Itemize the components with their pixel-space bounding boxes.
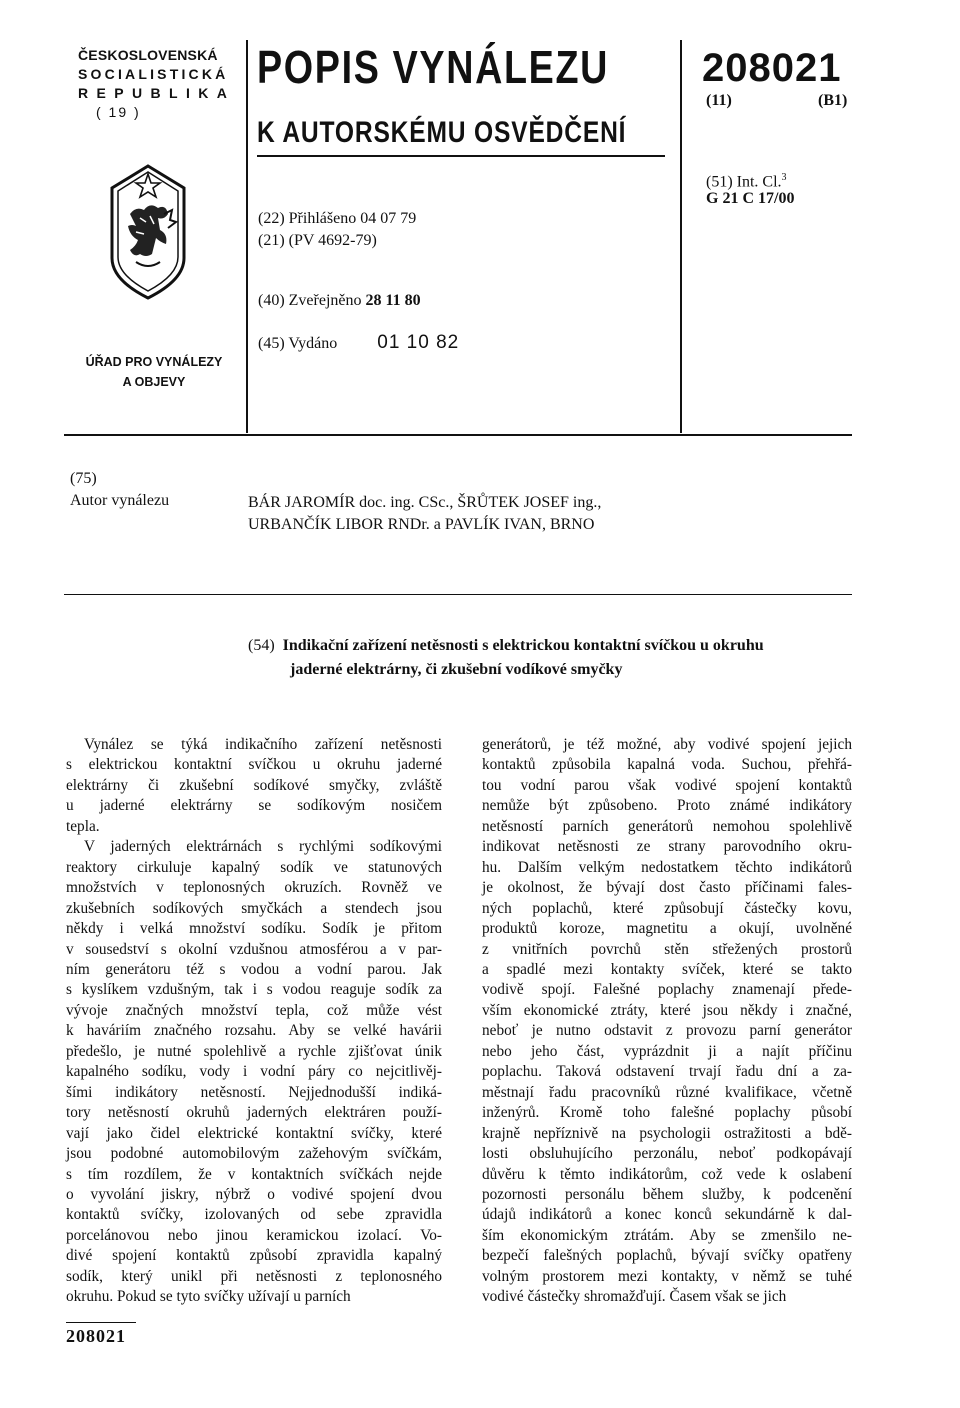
pv-number: (21) (PV 4692-79) xyxy=(258,232,377,249)
title-underline xyxy=(257,155,665,157)
body-line: vším ekonomické ztráty, které jsou někdy i značné, xyxy=(482,1001,852,1019)
body-line: losti obsluhujícího perzonálu, neboť podkopávají xyxy=(482,1145,852,1163)
body-line: s kyslíkem vzdušným, tak i s vodou reaguje sodík za xyxy=(66,981,442,999)
body-line: důvěru k těmto indikátorům, což vede k oslabení xyxy=(482,1165,852,1183)
country-line-1: ČESKOSLOVENSKÁ xyxy=(78,47,218,63)
body-line: reaktory cirkuluje kapalný sodík ve statunových xyxy=(66,858,442,876)
body-line: zkušebních sodíkových smyčkách a stendech jsou xyxy=(66,899,442,917)
body-line: nemůže být způsobeno. Proto známé indikátory xyxy=(482,797,852,815)
body-line: množstvích v teplonosných okruzích. Rovněž ve xyxy=(66,879,442,897)
body-line: krajně nepříznivě na psychologii ostražitosti a bdě- xyxy=(482,1124,852,1142)
body-line: údajů indikátorů a konec konců sekundárně k dal- xyxy=(482,1206,852,1224)
invention-title-line-2: jaderné elektrárny, či zkušební vodíkové smyčky xyxy=(290,661,623,678)
authors-line-2: URBANČÍK LIBOR RNDr. a PAVLÍK IVAN, BRNO xyxy=(248,516,595,533)
right-divider xyxy=(680,40,682,433)
section-54-code: (54) xyxy=(248,637,275,654)
body-line: Vynález se týká indikačního zařízení netěsnosti xyxy=(84,736,442,753)
body-line: ných poplachů, které způsobují částečky kovu, xyxy=(482,899,852,917)
body-line: elektrárny či zkušební sodíkové smyčky, zvláště xyxy=(66,776,442,794)
issued-row xyxy=(258,332,459,354)
body-line: netěsností parních generátorů nemohou spolehlivě xyxy=(482,817,852,835)
body-line: hu. Dalším velkým nedostatkem těchto indikátorů xyxy=(482,858,852,876)
body-line: vají jako čidel elektrické kontaktní svíčky, které xyxy=(66,1124,442,1142)
body-line: generátorů, je též možné, aby vodivé spojení jejich xyxy=(482,736,852,753)
body-line: vývoje značných množství tepla, což může vést xyxy=(66,1001,442,1019)
state-emblem-icon xyxy=(106,162,190,302)
body-line: V jaderných elektrárnách s rychlými sodíkovými xyxy=(84,838,442,856)
country-code: ( 19 ) xyxy=(96,104,141,120)
body-line: z vnitřních povrchů stěn střežených prostorů xyxy=(482,940,852,958)
authors-names xyxy=(248,492,601,536)
body-line: městnají řadu pracovníků různé kvalifikace, včetně xyxy=(482,1083,852,1101)
body-line: u jaderné elektrárny se sodíkovým nosičem xyxy=(66,797,442,815)
published-row xyxy=(258,292,421,310)
document-title: POPIS VYNÁLEZU xyxy=(257,41,610,93)
body-line: o vyvolání jiskry, nýbrž o vodivé spojení dvou xyxy=(66,1185,442,1203)
int-cl-sup: 3 xyxy=(781,172,787,183)
body-line: jsou podobné automobilovým zažehovým svíčkám, xyxy=(66,1145,442,1163)
issued-date: 01 10 82 xyxy=(377,332,460,353)
body-line: předešlo, je nutné spolehlivě a rychle zjišťovat únik xyxy=(66,1042,442,1060)
body-line: poplachu. Taková odstavení trvají řadu dní a za- xyxy=(482,1063,852,1081)
body-line: sodík, který unikl při netěsnosti z teplonosného xyxy=(66,1267,442,1285)
country-block xyxy=(78,46,235,122)
body-line: tepla. xyxy=(66,817,100,835)
country-line-2: SOCIALISTICKÁ xyxy=(78,66,229,82)
body-line: inženýrů. Kromě toho falešné poplachy působí xyxy=(482,1104,852,1122)
int-cl-code: G 21 C 17/00 xyxy=(706,190,795,207)
body-line: s elektrickou kontaktní svíčkou u okruhu jaderné xyxy=(66,756,442,774)
body-line: bezpečí falešných poplachů, bývají svíčky opatřeny xyxy=(482,1247,852,1265)
code-b1: (B1) xyxy=(818,92,848,109)
body-line: neboť je nutno odstavit z provozu parní generátor xyxy=(482,1022,852,1040)
body-line: kontaktů svíčky, izolovaných od sebe zpravidla xyxy=(66,1206,442,1224)
published-date: 28 11 80 xyxy=(365,292,421,309)
authors-bottom-rule xyxy=(64,594,852,595)
body-line: okruhu. Pokud se tyto svíčky užívají u parních xyxy=(66,1288,351,1306)
body-line: ším ekonomickým ztrátám. Aby se zmenšilo ne- xyxy=(482,1226,852,1244)
body-line: v sousedství s okolní vzdušnou atmosférou a v par- xyxy=(66,940,442,958)
body-line: ním generátoru též s vodou a vodní parou. Jak xyxy=(66,960,442,978)
invention-title-line-1: Indikační zařízení netěsnosti s elektrickou kontaktní svíčkou u okruhu xyxy=(282,637,764,654)
left-divider xyxy=(246,40,248,433)
body-line: nebo jeho část, vyprázdnit ji a najít příčinu xyxy=(482,1042,852,1060)
body-line: kontaktů způsobila kapalná voda. Suchou, přehřá- xyxy=(482,756,852,774)
int-cl-label: (51) Int. Cl. xyxy=(706,173,782,191)
patent-number: 208021 xyxy=(702,46,842,90)
body-line: divé spojení kontaktů způsobí zpravidla kapalný xyxy=(66,1247,442,1265)
country-line-3: REPUBLIKA xyxy=(78,85,236,101)
filed-date: (22) Přihlášeno 04 07 79 xyxy=(258,210,417,227)
body-line: vodivě spojí. Falešné poplachy znamenají přede- xyxy=(482,981,852,999)
footer-rule xyxy=(66,1322,136,1323)
body-line: šími indikátory netěsností. Nejjednodušší indiká- xyxy=(66,1083,442,1101)
document-subtitle: K AUTORSKÉMU OSVĚDČENÍ xyxy=(257,116,627,149)
body-line: kapalného sodíku, vody i vodní páry co nejcitlivěj- xyxy=(66,1063,442,1081)
code-11: (11) xyxy=(706,92,732,109)
invention-title xyxy=(248,634,764,682)
body-line: vodivé částečky shromažďují. Časem však se jich xyxy=(482,1288,787,1306)
body-line: tory netěsností okruhů jaderných elektráren použí- xyxy=(66,1104,442,1122)
body-line: tou vodní parou však vodivé spojení kontaktů xyxy=(482,776,852,794)
issued-label: (45) Vydáno xyxy=(258,335,338,352)
body-right-column xyxy=(482,735,852,1308)
body-line: pozornosti personálu během služby, k podcenění xyxy=(482,1185,852,1203)
body-line: s tím rozdílem, že v kontaktních svíčkách nejde xyxy=(66,1165,442,1183)
body-line: k haváriím značného rozsahu. Aby se velké havárii xyxy=(66,1022,442,1040)
footer-patent-number: 208021 xyxy=(66,1326,126,1346)
office-line-1: ÚŘAD PRO VYNÁLEZY xyxy=(85,355,223,369)
int-cl xyxy=(706,172,787,191)
office-line-2: A OBJEVY xyxy=(122,375,186,389)
body-line: volným prostorem mezi kontakty, v němž se tuhé xyxy=(482,1267,852,1285)
body-line: indikovat netěsnosti ze strany parovodního okru- xyxy=(482,838,852,856)
patent-office xyxy=(64,352,244,392)
authors-line-1: BÁR JAROMÍR doc. ing. CSc., ŠRŮTEK JOSEF ing., xyxy=(248,494,602,511)
authors-code: (75) xyxy=(70,470,97,487)
body-line: je okolnost, že bývají dost často příčinami fales- xyxy=(482,879,852,897)
body-line: produktů koroze, magnetitu a okují, uvolněné xyxy=(482,920,852,938)
body-line: porcelánovou nebo jinou keramickou izolací. Vo- xyxy=(66,1226,442,1244)
body-line: někdy i velká množství sodíku. Sodík je přitom xyxy=(66,920,442,938)
header-bottom-rule xyxy=(64,434,852,436)
body-left-column xyxy=(66,735,442,1308)
authors-label: Autor vynálezu xyxy=(70,492,170,509)
published-label: (40) Zveřejněno xyxy=(258,292,362,309)
body-line: a spadlé mezi kontakty svíček, které se takto xyxy=(482,960,852,978)
